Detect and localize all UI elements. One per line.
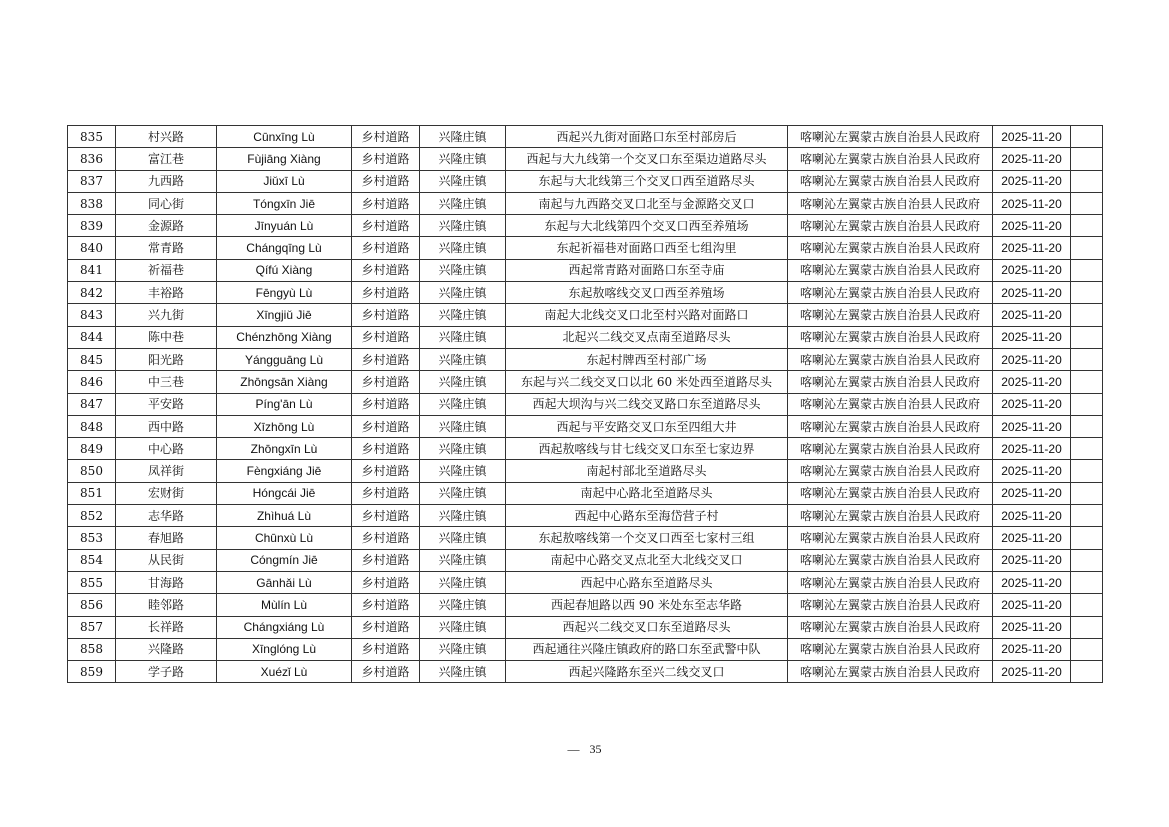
note-cell bbox=[1071, 126, 1103, 148]
authority-cell: 喀喇沁左翼蒙古族自治县人民政府 bbox=[788, 237, 993, 259]
authority-cell: 喀喇沁左翼蒙古族自治县人民政府 bbox=[788, 371, 993, 393]
road-name-cell: 兴隆路 bbox=[116, 638, 217, 660]
town-cell: 兴隆庄镇 bbox=[420, 148, 506, 170]
authority-cell: 喀喇沁左翼蒙古族自治县人民政府 bbox=[788, 326, 993, 348]
authority-cell: 喀喇沁左翼蒙古族自治县人民政府 bbox=[788, 594, 993, 616]
authority-cell: 喀喇沁左翼蒙古族自治县人民政府 bbox=[788, 148, 993, 170]
authority-cell: 喀喇沁左翼蒙古族自治县人民政府 bbox=[788, 304, 993, 326]
town-cell: 兴隆庄镇 bbox=[420, 482, 506, 504]
footer-dash: — bbox=[567, 742, 580, 756]
road-type-cell: 乡村道路 bbox=[352, 549, 420, 571]
authority-cell: 喀喇沁左翼蒙古族自治县人民政府 bbox=[788, 438, 993, 460]
town-cell: 兴隆庄镇 bbox=[420, 438, 506, 460]
table-row bbox=[68, 148, 1103, 170]
pinyin-cell: Jīnyuán Lù bbox=[217, 215, 352, 237]
road-description-cell: 西起兴隆路东至兴二线交叉口 bbox=[506, 661, 788, 683]
authority-cell: 喀喇沁左翼蒙古族自治县人民政府 bbox=[788, 482, 993, 504]
approval-date-cell: 2025-11-20 bbox=[993, 527, 1071, 549]
note-cell bbox=[1071, 237, 1103, 259]
road-name-cell: 九西路 bbox=[116, 170, 217, 192]
row-number-cell: 838 bbox=[68, 192, 116, 214]
note-cell bbox=[1071, 460, 1103, 482]
road-name-cell: 志华路 bbox=[116, 505, 217, 527]
approval-date-cell: 2025-11-20 bbox=[993, 348, 1071, 370]
row-number-cell: 847 bbox=[68, 393, 116, 415]
table-row bbox=[68, 571, 1103, 593]
table-row bbox=[68, 192, 1103, 214]
row-number-cell: 849 bbox=[68, 438, 116, 460]
road-description-cell: 西起与大九线第一个交叉口东至渠边道路尽头 bbox=[506, 148, 788, 170]
pinyin-cell: Fēngyù Lù bbox=[217, 282, 352, 304]
road-description-cell: 南起大北线交叉口北至村兴路对面路口 bbox=[506, 304, 788, 326]
note-cell bbox=[1071, 215, 1103, 237]
authority-cell: 喀喇沁左翼蒙古族自治县人民政府 bbox=[788, 170, 993, 192]
road-type-cell: 乡村道路 bbox=[352, 371, 420, 393]
town-cell: 兴隆庄镇 bbox=[420, 304, 506, 326]
road-type-cell: 乡村道路 bbox=[352, 170, 420, 192]
road-type-cell: 乡村道路 bbox=[352, 393, 420, 415]
pinyin-cell: Zhōngxīn Lù bbox=[217, 438, 352, 460]
note-cell bbox=[1071, 326, 1103, 348]
pinyin-cell: Xīnglóng Lù bbox=[217, 638, 352, 660]
row-number-cell: 851 bbox=[68, 482, 116, 504]
road-description-cell: 西起敖喀线与甘七线交叉口东至七家边界 bbox=[506, 438, 788, 460]
row-number-cell: 845 bbox=[68, 348, 116, 370]
road-name-cell: 富江巷 bbox=[116, 148, 217, 170]
authority-cell: 喀喇沁左翼蒙古族自治县人民政府 bbox=[788, 282, 993, 304]
note-cell bbox=[1071, 594, 1103, 616]
road-name-cell: 祈福巷 bbox=[116, 259, 217, 281]
road-name-cell: 丰裕路 bbox=[116, 282, 217, 304]
town-cell: 兴隆庄镇 bbox=[420, 192, 506, 214]
approval-date-cell: 2025-11-20 bbox=[993, 170, 1071, 192]
table-row bbox=[68, 482, 1103, 504]
road-description-cell: 西起兴九街对面路口东至村部房后 bbox=[506, 126, 788, 148]
row-number-cell: 853 bbox=[68, 527, 116, 549]
pinyin-cell: Xīzhōng Lù bbox=[217, 415, 352, 437]
road-type-cell: 乡村道路 bbox=[352, 527, 420, 549]
approval-date-cell: 2025-11-20 bbox=[993, 594, 1071, 616]
table-row bbox=[68, 527, 1103, 549]
road-type-cell: 乡村道路 bbox=[352, 616, 420, 638]
town-cell: 兴隆庄镇 bbox=[420, 527, 506, 549]
note-cell bbox=[1071, 192, 1103, 214]
authority-cell: 喀喇沁左翼蒙古族自治县人民政府 bbox=[788, 460, 993, 482]
row-number-cell: 839 bbox=[68, 215, 116, 237]
town-cell: 兴隆庄镇 bbox=[420, 616, 506, 638]
authority-cell: 喀喇沁左翼蒙古族自治县人民政府 bbox=[788, 192, 993, 214]
town-cell: 兴隆庄镇 bbox=[420, 348, 506, 370]
note-cell bbox=[1071, 348, 1103, 370]
town-cell: 兴隆庄镇 bbox=[420, 460, 506, 482]
authority-cell: 喀喇沁左翼蒙古族自治县人民政府 bbox=[788, 616, 993, 638]
road-type-cell: 乡村道路 bbox=[352, 259, 420, 281]
pinyin-cell: Chángxiáng Lù bbox=[217, 616, 352, 638]
town-cell: 兴隆庄镇 bbox=[420, 371, 506, 393]
road-type-cell: 乡村道路 bbox=[352, 460, 420, 482]
note-cell bbox=[1071, 549, 1103, 571]
pinyin-cell: Qífú Xiàng bbox=[217, 259, 352, 281]
authority-cell: 喀喇沁左翼蒙古族自治县人民政府 bbox=[788, 415, 993, 437]
row-number-cell: 854 bbox=[68, 549, 116, 571]
note-cell bbox=[1071, 371, 1103, 393]
row-number-cell: 837 bbox=[68, 170, 116, 192]
pinyin-cell: Fèngxiáng Jiē bbox=[217, 460, 352, 482]
town-cell: 兴隆庄镇 bbox=[420, 126, 506, 148]
table-row bbox=[68, 438, 1103, 460]
note-cell bbox=[1071, 259, 1103, 281]
row-number-cell: 855 bbox=[68, 571, 116, 593]
pinyin-cell: Yángguāng Lù bbox=[217, 348, 352, 370]
authority-cell: 喀喇沁左翼蒙古族自治县人民政府 bbox=[788, 661, 993, 683]
approval-date-cell: 2025-11-20 bbox=[993, 326, 1071, 348]
road-name-cell: 从民街 bbox=[116, 549, 217, 571]
pinyin-cell: Zhōngsān Xiàng bbox=[217, 371, 352, 393]
town-cell: 兴隆庄镇 bbox=[420, 661, 506, 683]
note-cell bbox=[1071, 638, 1103, 660]
road-description-cell: 西起中心路东至海岱营子村 bbox=[506, 505, 788, 527]
road-name-cell: 村兴路 bbox=[116, 126, 217, 148]
note-cell bbox=[1071, 527, 1103, 549]
road-type-cell: 乡村道路 bbox=[352, 215, 420, 237]
road-name-cell: 常青路 bbox=[116, 237, 217, 259]
authority-cell: 喀喇沁左翼蒙古族自治县人民政府 bbox=[788, 126, 993, 148]
town-cell: 兴隆庄镇 bbox=[420, 326, 506, 348]
row-number-cell: 836 bbox=[68, 148, 116, 170]
note-cell bbox=[1071, 148, 1103, 170]
authority-cell: 喀喇沁左翼蒙古族自治县人民政府 bbox=[788, 505, 993, 527]
note-cell bbox=[1071, 661, 1103, 683]
table-body bbox=[68, 126, 1103, 683]
table-row bbox=[68, 259, 1103, 281]
pinyin-cell: Cóngmín Jiē bbox=[217, 549, 352, 571]
road-type-cell: 乡村道路 bbox=[352, 326, 420, 348]
table-row bbox=[68, 505, 1103, 527]
authority-cell: 喀喇沁左翼蒙古族自治县人民政府 bbox=[788, 393, 993, 415]
road-description-cell: 南起与九西路交叉口北至与金源路交叉口 bbox=[506, 192, 788, 214]
authority-cell: 喀喇沁左翼蒙古族自治县人民政府 bbox=[788, 259, 993, 281]
table-row bbox=[68, 460, 1103, 482]
note-cell bbox=[1071, 616, 1103, 638]
road-name-cell: 阳光路 bbox=[116, 348, 217, 370]
road-description-cell: 西起通往兴隆庄镇政府的路口东至武警中队 bbox=[506, 638, 788, 660]
approval-date-cell: 2025-11-20 bbox=[993, 438, 1071, 460]
road-description-cell: 东起祈福巷对面路口西至七组沟里 bbox=[506, 237, 788, 259]
road-description-cell: 东起与兴二线交叉口以北 60 米处西至道路尽头 bbox=[506, 371, 788, 393]
approval-date-cell: 2025-11-20 bbox=[993, 415, 1071, 437]
approval-date-cell: 2025-11-20 bbox=[993, 549, 1071, 571]
table-row bbox=[68, 371, 1103, 393]
road-type-cell: 乡村道路 bbox=[352, 638, 420, 660]
approval-date-cell: 2025-11-20 bbox=[993, 259, 1071, 281]
table-row bbox=[68, 304, 1103, 326]
road-description-cell: 北起兴二线交叉点南至道路尽头 bbox=[506, 326, 788, 348]
road-type-cell: 乡村道路 bbox=[352, 282, 420, 304]
pinyin-cell: Cūnxīng Lù bbox=[217, 126, 352, 148]
road-type-cell: 乡村道路 bbox=[352, 415, 420, 437]
authority-cell: 喀喇沁左翼蒙古族自治县人民政府 bbox=[788, 549, 993, 571]
road-description-cell: 西起与平安路交叉口东至四组大井 bbox=[506, 415, 788, 437]
approval-date-cell: 2025-11-20 bbox=[993, 371, 1071, 393]
road-description-cell: 西起中心路东至道路尽头 bbox=[506, 571, 788, 593]
approval-date-cell: 2025-11-20 bbox=[993, 460, 1071, 482]
pinyin-cell: Fùjiāng Xiàng bbox=[217, 148, 352, 170]
approval-date-cell: 2025-11-20 bbox=[993, 148, 1071, 170]
table-row bbox=[68, 594, 1103, 616]
note-cell bbox=[1071, 415, 1103, 437]
table-row bbox=[68, 616, 1103, 638]
pinyin-cell: Zhìhuá Lù bbox=[217, 505, 352, 527]
road-names-table bbox=[67, 125, 1103, 683]
authority-cell: 喀喇沁左翼蒙古族自治县人民政府 bbox=[788, 527, 993, 549]
approval-date-cell: 2025-11-20 bbox=[993, 482, 1071, 504]
row-number-cell: 843 bbox=[68, 304, 116, 326]
road-name-cell: 凤祥街 bbox=[116, 460, 217, 482]
town-cell: 兴隆庄镇 bbox=[420, 259, 506, 281]
road-description-cell: 西起春旭路以西 90 米处东至志华路 bbox=[506, 594, 788, 616]
road-type-cell: 乡村道路 bbox=[352, 571, 420, 593]
note-cell bbox=[1071, 304, 1103, 326]
road-name-cell: 甘海路 bbox=[116, 571, 217, 593]
note-cell bbox=[1071, 505, 1103, 527]
road-type-cell: 乡村道路 bbox=[352, 237, 420, 259]
road-description-cell: 东起村牌西至村部广场 bbox=[506, 348, 788, 370]
table-row bbox=[68, 326, 1103, 348]
pinyin-cell: Xuézǐ Lù bbox=[217, 661, 352, 683]
road-type-cell: 乡村道路 bbox=[352, 148, 420, 170]
note-cell bbox=[1071, 482, 1103, 504]
row-number-cell: 852 bbox=[68, 505, 116, 527]
road-name-cell: 金源路 bbox=[116, 215, 217, 237]
row-number-cell: 850 bbox=[68, 460, 116, 482]
authority-cell: 喀喇沁左翼蒙古族自治县人民政府 bbox=[788, 638, 993, 660]
row-number-cell: 835 bbox=[68, 126, 116, 148]
road-name-cell: 学子路 bbox=[116, 661, 217, 683]
approval-date-cell: 2025-11-20 bbox=[993, 638, 1071, 660]
road-description-cell: 东起与大北线第三个交叉口西至道路尽头 bbox=[506, 170, 788, 192]
pinyin-cell: Jiǔxī Lù bbox=[217, 170, 352, 192]
authority-cell: 喀喇沁左翼蒙古族自治县人民政府 bbox=[788, 215, 993, 237]
road-name-cell: 睦邻路 bbox=[116, 594, 217, 616]
note-cell bbox=[1071, 282, 1103, 304]
road-name-cell: 长祥路 bbox=[116, 616, 217, 638]
row-number-cell: 858 bbox=[68, 638, 116, 660]
pinyin-cell: Hóngcái Jiē bbox=[217, 482, 352, 504]
row-number-cell: 844 bbox=[68, 326, 116, 348]
town-cell: 兴隆庄镇 bbox=[420, 282, 506, 304]
road-type-cell: 乡村道路 bbox=[352, 192, 420, 214]
road-type-cell: 乡村道路 bbox=[352, 304, 420, 326]
road-description-cell: 东起敖喀线第一个交叉口西至七家村三组 bbox=[506, 527, 788, 549]
row-number-cell: 840 bbox=[68, 237, 116, 259]
row-number-cell: 841 bbox=[68, 259, 116, 281]
road-type-cell: 乡村道路 bbox=[352, 438, 420, 460]
road-description-cell: 西起大坝沟与兴二线交叉路口东至道路尽头 bbox=[506, 393, 788, 415]
table-row bbox=[68, 282, 1103, 304]
town-cell: 兴隆庄镇 bbox=[420, 505, 506, 527]
town-cell: 兴隆庄镇 bbox=[420, 170, 506, 192]
town-cell: 兴隆庄镇 bbox=[420, 549, 506, 571]
town-cell: 兴隆庄镇 bbox=[420, 638, 506, 660]
town-cell: 兴隆庄镇 bbox=[420, 215, 506, 237]
note-cell bbox=[1071, 571, 1103, 593]
note-cell bbox=[1071, 170, 1103, 192]
row-number-cell: 846 bbox=[68, 371, 116, 393]
table-row bbox=[68, 215, 1103, 237]
road-name-cell: 平安路 bbox=[116, 393, 217, 415]
town-cell: 兴隆庄镇 bbox=[420, 594, 506, 616]
road-type-cell: 乡村道路 bbox=[352, 482, 420, 504]
road-name-cell: 陈中巷 bbox=[116, 326, 217, 348]
town-cell: 兴隆庄镇 bbox=[420, 237, 506, 259]
town-cell: 兴隆庄镇 bbox=[420, 415, 506, 437]
approval-date-cell: 2025-11-20 bbox=[993, 393, 1071, 415]
pinyin-cell: Chénzhōng Xiàng bbox=[217, 326, 352, 348]
pinyin-cell: Píng'ān Lù bbox=[217, 393, 352, 415]
table-row bbox=[68, 393, 1103, 415]
road-type-cell: 乡村道路 bbox=[352, 505, 420, 527]
pinyin-cell: Chūnxù Lù bbox=[217, 527, 352, 549]
road-name-cell: 中心路 bbox=[116, 438, 217, 460]
page-footer bbox=[0, 742, 1169, 757]
pinyin-cell: Chángqīng Lù bbox=[217, 237, 352, 259]
table-row bbox=[68, 638, 1103, 660]
row-number-cell: 856 bbox=[68, 594, 116, 616]
approval-date-cell: 2025-11-20 bbox=[993, 192, 1071, 214]
town-cell: 兴隆庄镇 bbox=[420, 571, 506, 593]
road-name-cell: 春旭路 bbox=[116, 527, 217, 549]
table-row bbox=[68, 661, 1103, 683]
approval-date-cell: 2025-11-20 bbox=[993, 126, 1071, 148]
table-row bbox=[68, 415, 1103, 437]
authority-cell: 喀喇沁左翼蒙古族自治县人民政府 bbox=[788, 571, 993, 593]
note-cell bbox=[1071, 393, 1103, 415]
approval-date-cell: 2025-11-20 bbox=[993, 505, 1071, 527]
note-cell bbox=[1071, 438, 1103, 460]
road-description-cell: 南起村部北至道路尽头 bbox=[506, 460, 788, 482]
approval-date-cell: 2025-11-20 bbox=[993, 215, 1071, 237]
road-name-cell: 兴九街 bbox=[116, 304, 217, 326]
table-row bbox=[68, 348, 1103, 370]
road-description-cell: 西起常青路对面路口东至寺庙 bbox=[506, 259, 788, 281]
authority-cell: 喀喇沁左翼蒙古族自治县人民政府 bbox=[788, 348, 993, 370]
road-name-cell: 同心街 bbox=[116, 192, 217, 214]
road-type-cell: 乡村道路 bbox=[352, 594, 420, 616]
pinyin-cell: Mùlín Lù bbox=[217, 594, 352, 616]
table-row bbox=[68, 170, 1103, 192]
road-name-cell: 西中路 bbox=[116, 415, 217, 437]
approval-date-cell: 2025-11-20 bbox=[993, 616, 1071, 638]
pinyin-cell: Tóngxīn Jiē bbox=[217, 192, 352, 214]
road-description-cell: 东起敖喀线交叉口西至养殖场 bbox=[506, 282, 788, 304]
pinyin-cell: Xīngjiǔ Jiē bbox=[217, 304, 352, 326]
table-row bbox=[68, 549, 1103, 571]
row-number-cell: 842 bbox=[68, 282, 116, 304]
road-description-cell: 东起与大北线第四个交叉口西至养殖场 bbox=[506, 215, 788, 237]
row-number-cell: 848 bbox=[68, 415, 116, 437]
road-description-cell: 西起兴二线交叉口东至道路尽头 bbox=[506, 616, 788, 638]
row-number-cell: 857 bbox=[68, 616, 116, 638]
road-name-cell: 中三巷 bbox=[116, 371, 217, 393]
approval-date-cell: 2025-11-20 bbox=[993, 571, 1071, 593]
page-number: 35 bbox=[589, 742, 602, 756]
road-type-cell: 乡村道路 bbox=[352, 348, 420, 370]
pinyin-cell: Gānhǎi Lù bbox=[217, 571, 352, 593]
road-description-cell: 南起中心路北至道路尽头 bbox=[506, 482, 788, 504]
table-row bbox=[68, 237, 1103, 259]
town-cell: 兴隆庄镇 bbox=[420, 393, 506, 415]
table-row bbox=[68, 126, 1103, 148]
road-type-cell: 乡村道路 bbox=[352, 661, 420, 683]
row-number-cell: 859 bbox=[68, 661, 116, 683]
approval-date-cell: 2025-11-20 bbox=[993, 661, 1071, 683]
approval-date-cell: 2025-11-20 bbox=[993, 282, 1071, 304]
approval-date-cell: 2025-11-20 bbox=[993, 237, 1071, 259]
road-description-cell: 南起中心路交叉点北至大北线交叉口 bbox=[506, 549, 788, 571]
road-type-cell: 乡村道路 bbox=[352, 126, 420, 148]
road-name-cell: 宏财街 bbox=[116, 482, 217, 504]
approval-date-cell: 2025-11-20 bbox=[993, 304, 1071, 326]
